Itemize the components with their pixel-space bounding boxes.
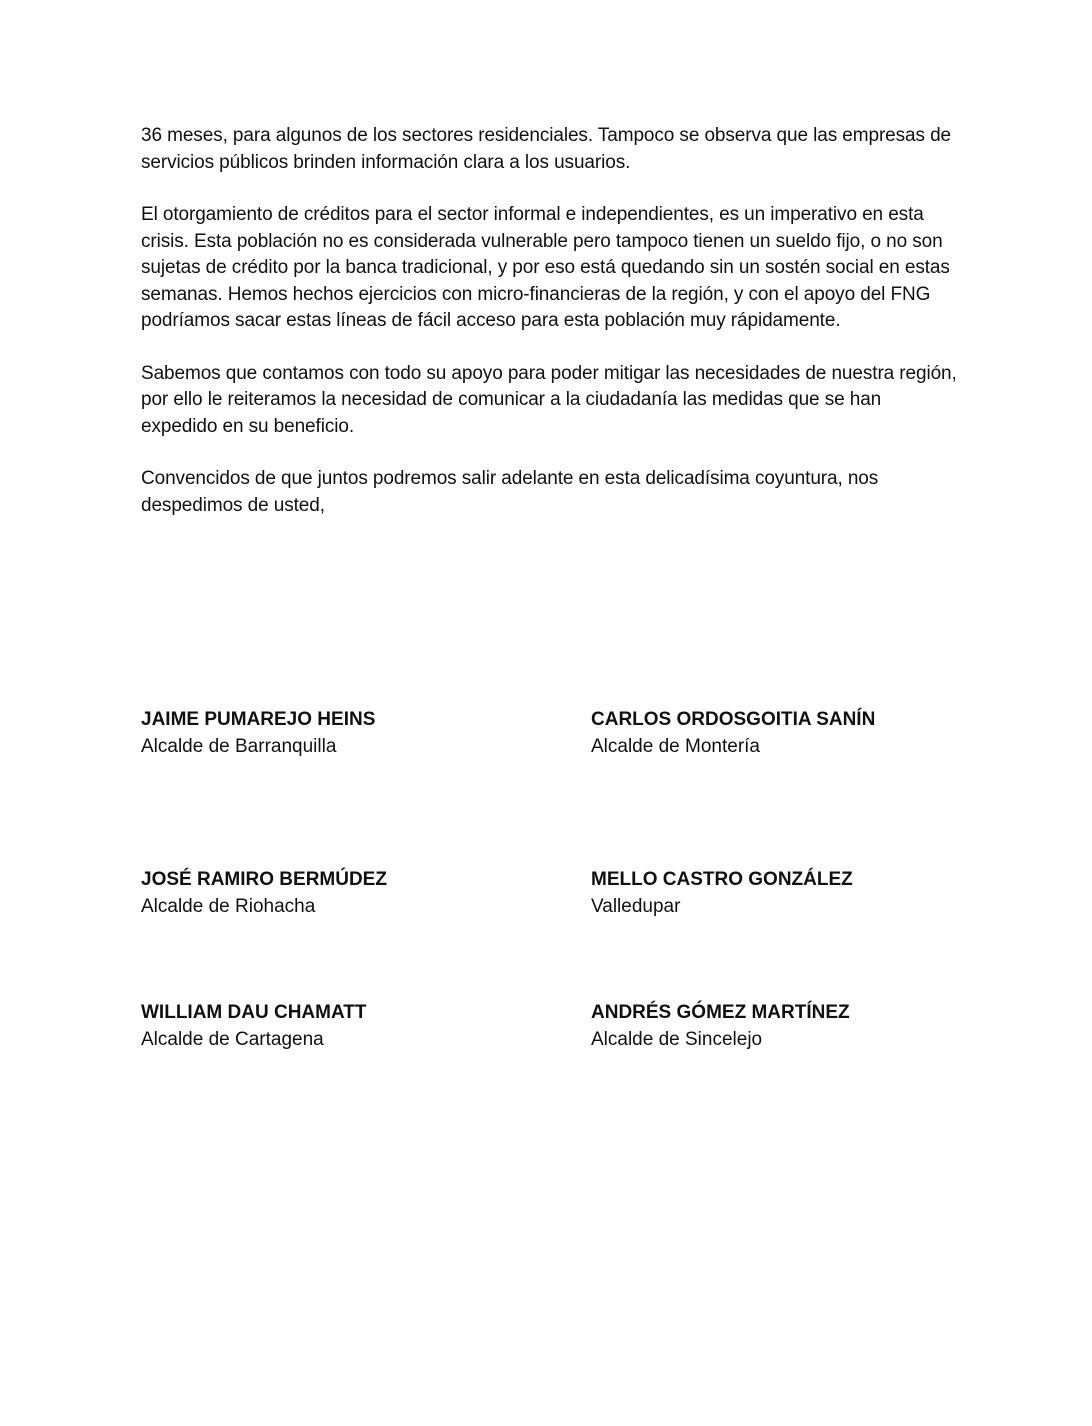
signatory-title: Alcalde de Barranquilla [141, 735, 337, 757]
signatory-title: Valledupar [591, 895, 681, 917]
signatory-name: WILLIAM DAU CHAMATT [141, 1002, 367, 1023]
signatory-title: Alcalde de Montería [591, 735, 760, 757]
paragraph-closing: Convencidos de que juntos podremos salir adelante en esta delicadísima coyuntura, nos despedimos de usted, [141, 468, 879, 516]
signature-block [141, 707, 561, 760]
signatory-name: ANDRÉS GÓMEZ MARTÍNEZ [591, 1002, 850, 1023]
paragraph-2: El otorgamiento de créditos para el sector informal e independientes, es un imperativo en esta crisis. Esta población no es considerada vulnerable pero tampoco tienen un sueldo fijo, o no son sujetas de crédito por la banca tradicional, y por eso está quedando sin un sostén social en estas semanas. Hemos hechos ejercicios con micro-financieras de la región, y con el apoyo del FNG podríamos sacar estas líneas de fácil acceso para esta población muy rápidamente. [141, 204, 950, 331]
signature-block [141, 1000, 561, 1053]
signatory-name: CARLOS ORDOSGOITIA SANÍN [591, 709, 876, 730]
signature-block [141, 867, 561, 920]
paragraph-1: 36 meses, para algunos de los sectores residenciales. Tampoco se observa que las empresas de servicios públicos brinden información clara a los usuarios. [141, 125, 952, 173]
signatory-name: JAIME PUMAREJO HEINS [141, 709, 376, 730]
signature-block [591, 867, 1011, 920]
paragraph-3: Sabemos que contamos con todo su apoyo para poder mitigar las necesidades de nuestra región, por ello le reiteramos la necesidad de comunicar a la ciudadanía las medidas que se han expedido en su beneficio. [141, 362, 957, 437]
signature-block [591, 707, 1011, 760]
signatory-name: MELLO CASTRO GONZÁLEZ [591, 869, 853, 890]
signatory-title: Alcalde de Riohacha [141, 895, 316, 917]
letter-body [141, 123, 961, 519]
signature-block [591, 1000, 1011, 1053]
signatory-title: Alcalde de Sincelejo [591, 1028, 763, 1050]
signatory-title: Alcalde de Cartagena [141, 1028, 324, 1050]
signatory-name: JOSÉ RAMIRO BERMÚDEZ [141, 869, 387, 890]
